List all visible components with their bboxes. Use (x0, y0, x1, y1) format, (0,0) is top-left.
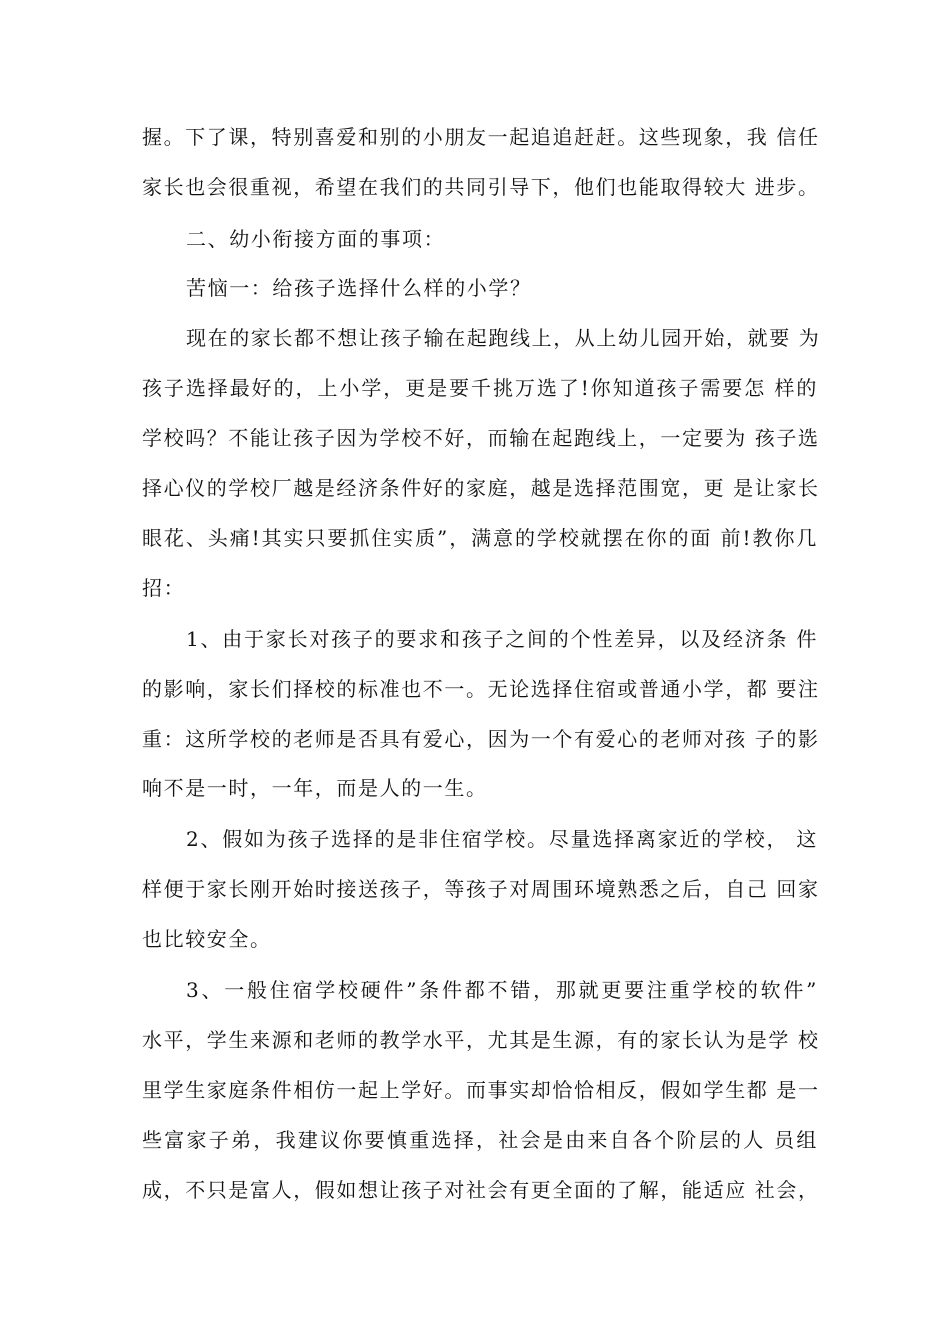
text-line: 的影响，家长们择校的标准也不一。无论选择住宿或普通小学，都 要注 (142, 677, 820, 701)
text-line: 家长也会很重视，希望在我们的共同引导下，他们也能取得较大 进步。 (142, 175, 820, 199)
text-line: 些富家子弟，我建议你要慎重选择，社会是由来自各个阶层的人 员组 (142, 1128, 818, 1152)
text-line: 重：这所学校的老师是否具有爱心，因为一个有爱心的老师对孩 子的影 (142, 727, 820, 751)
subheading: 苦恼一：给孩子选择什么样的小学？ (186, 276, 532, 300)
text-line: 响不是一时，一年，而是人的一生。 (142, 776, 488, 800)
text-line: 学校吗？不能让孩子因为学校不好，而输在起跑线上，一定要为 孩子选 (142, 426, 820, 450)
text-line: 水平，学生来源和老师的教学水平，尤其是生源，有的家长认为是学 校 (142, 1028, 820, 1052)
text-line: 眼花、头痛!其实只要抓住实质”，满意的学校就摆在你的面 前!教你几 (142, 526, 818, 550)
text-line: 也比较安全。 (142, 927, 272, 951)
text-line: 成，不只是富人，假如想让孩子对社会有更全面的了解，能适应 社会， (142, 1178, 820, 1202)
text-line: 孩子选择最好的，上小学，更是要千挑万选了!你知道孩子需要怎 样的 (142, 376, 818, 400)
text-line: 现在的家长都不想让孩子输在起跑线上，从上幼儿园开始，就要 为 (186, 326, 821, 350)
text-line: 择心仪的学校厂越是经济条件好的家庭，越是选择范围宽，更 是让家长 (142, 476, 820, 500)
text-line: 1、由于家长对孩子的要求和孩子之间的个性差异，以及经济条 件 (186, 627, 818, 651)
text-line: 3、一般住宿学校硬件”条件都不错，那就更要注重学校的软件” (186, 978, 818, 1002)
text-line: 招： (142, 576, 186, 600)
text-line: 2、假如为孩子选择的是非住宿学校。尽量选择离家近的学校， 这 (186, 827, 818, 851)
text-line: 里学生家庭条件相仿一起上学好。而事实却恰恰相反，假如学生都 是一 (142, 1078, 820, 1102)
text-line: 握。下了课，特别喜爱和别的小朋友一起追追赶赶。这些现象，我 信任 (142, 125, 820, 149)
text-line: 样便于家长刚开始时接送孩子，等孩子对周围环境熟悉之后，自己 回家 (142, 877, 820, 901)
section-heading: 二、幼小衔接方面的事项： (186, 227, 446, 251)
